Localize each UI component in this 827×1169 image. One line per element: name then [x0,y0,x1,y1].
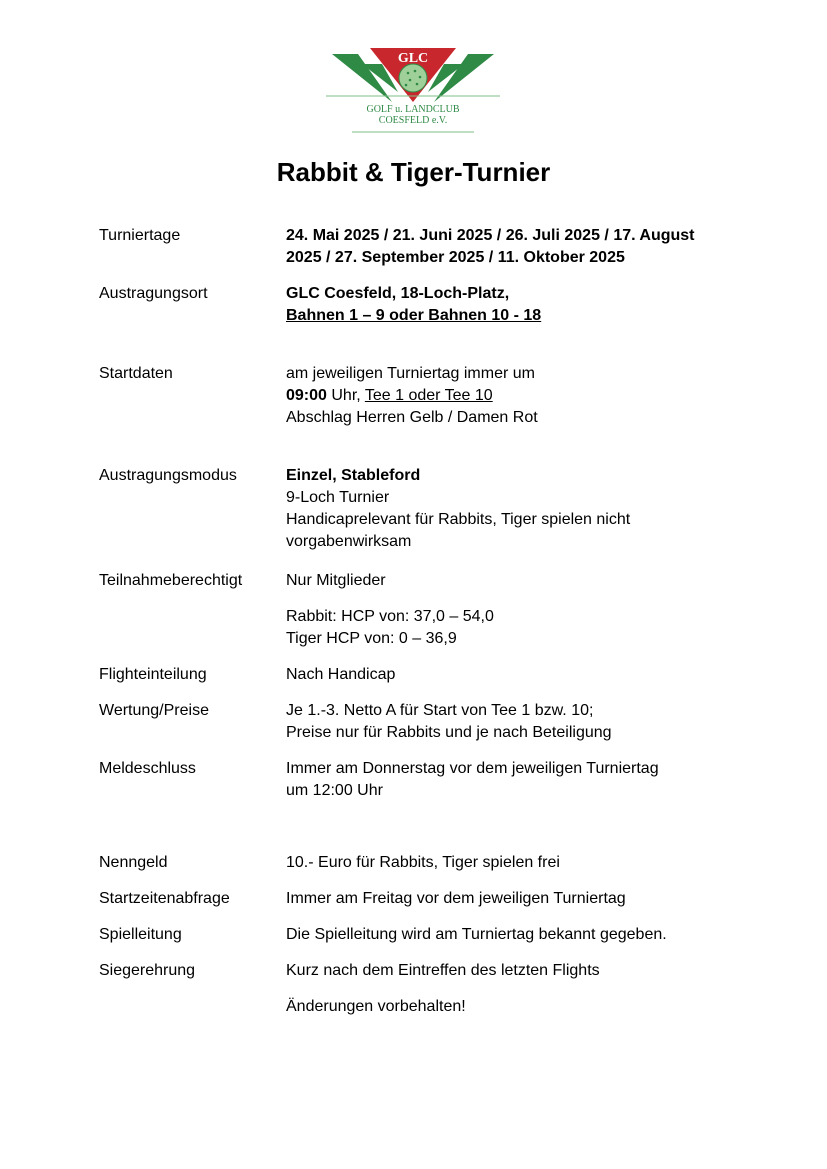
wertung-line1: Je 1.-3. Netto A für Start von Tee 1 bzw. 10; [286,702,594,719]
label-wertung: Wertung/Preise [99,702,209,719]
label-modus: Austragungsmodus [99,467,237,484]
wertung-line2: Preise nur für Rabbits und je nach Beteiligung [286,724,612,741]
value-modus [286,465,630,553]
startdaten-line2 [286,385,538,407]
meldeschluss-line1: Immer am Donnerstag vor dem jeweiligen Turniertag [286,760,659,777]
label-meldeschluss: Meldeschluss [99,760,196,777]
page-title: Rabbit & Tiger-Turnier [276,157,551,187]
value-startdaten [286,363,538,429]
meldeschluss-line2: um 12:00 Uhr [286,782,383,799]
modus-line4: vorgabenwirksam [286,533,412,550]
modus-line1: Einzel, Stableford [286,467,421,484]
footer-note: Änderungen vorbehalten! [286,998,466,1015]
logo-name-line2: COESFELD e.V. [378,115,448,126]
label-siegerehrung: Siegerehrung [99,962,196,979]
startdaten-line1: am jeweiligen Turniertag immer um [286,365,535,382]
start-time: 09:00 [286,387,327,404]
teilnahme-line1: Nur Mitglieder [286,572,386,589]
label-flight: Flighteinteilung [99,666,207,683]
turniertage-line1: 24. Mai 2025 / 21. Juni 2025 / 26. Juli 2025 / 17. August [286,227,695,244]
logo-initials: GLC [397,51,429,66]
label-nenngeld: Nenngeld [99,854,168,871]
value-flight: Nach Handicap [286,666,396,683]
start-uhr: Uhr, [326,387,365,404]
club-logo [322,46,504,134]
label-turniertage: Turniertage [99,227,181,244]
value-startzeiten: Immer am Freitag vor dem jeweiligen Turniertag [286,890,626,907]
value-wertung [286,700,612,744]
club-logo-graphic [322,46,504,134]
label-austragungsort: Austragungsort [99,285,208,302]
startdaten-line3: Abschlag Herren Gelb / Damen Rot [286,409,538,426]
value-nenngeld: 10.- Euro für Rabbits, Tiger spielen frei [286,854,560,871]
label-startdaten: Startdaten [99,365,173,382]
label-teilnahme: Teilnahmeberechtigt [99,572,243,589]
value-spielleitung: Die Spielleitung wird am Turniertag bekannt gegeben. [286,926,667,943]
modus-line3: Handicaprelevant für Rabbits, Tiger spielen nicht [286,511,631,528]
start-tee: Tee 1 oder Tee 10 [364,387,493,404]
value-siegerehrung: Kurz nach dem Eintreffen des letzten Flights [286,962,600,979]
modus-line2: 9-Loch Turnier [286,489,390,506]
value-austragungsort [286,283,541,327]
logo-name-line1: GOLF u. LANDCLUB [366,104,460,115]
hcp-rabbit: Rabbit: HCP von: 37,0 – 54,0 [286,608,494,625]
austragungsort-line1: GLC Coesfeld, 18-Loch-Platz, [286,285,510,302]
label-startzeiten: Startzeitenabfrage [99,890,230,907]
value-hcp [286,606,494,650]
hcp-tiger: Tiger HCP von: 0 – 36,9 [286,630,457,647]
turniertage-line2: 2025 / 27. September 2025 / 11. Oktober 2025 [286,249,625,266]
value-turniertage [286,225,695,269]
value-meldeschluss [286,758,659,802]
label-spielleitung: Spielleitung [99,926,182,943]
austragungsort-line2: Bahnen 1 – 9 oder Bahnen 10 - 18 [286,307,542,324]
